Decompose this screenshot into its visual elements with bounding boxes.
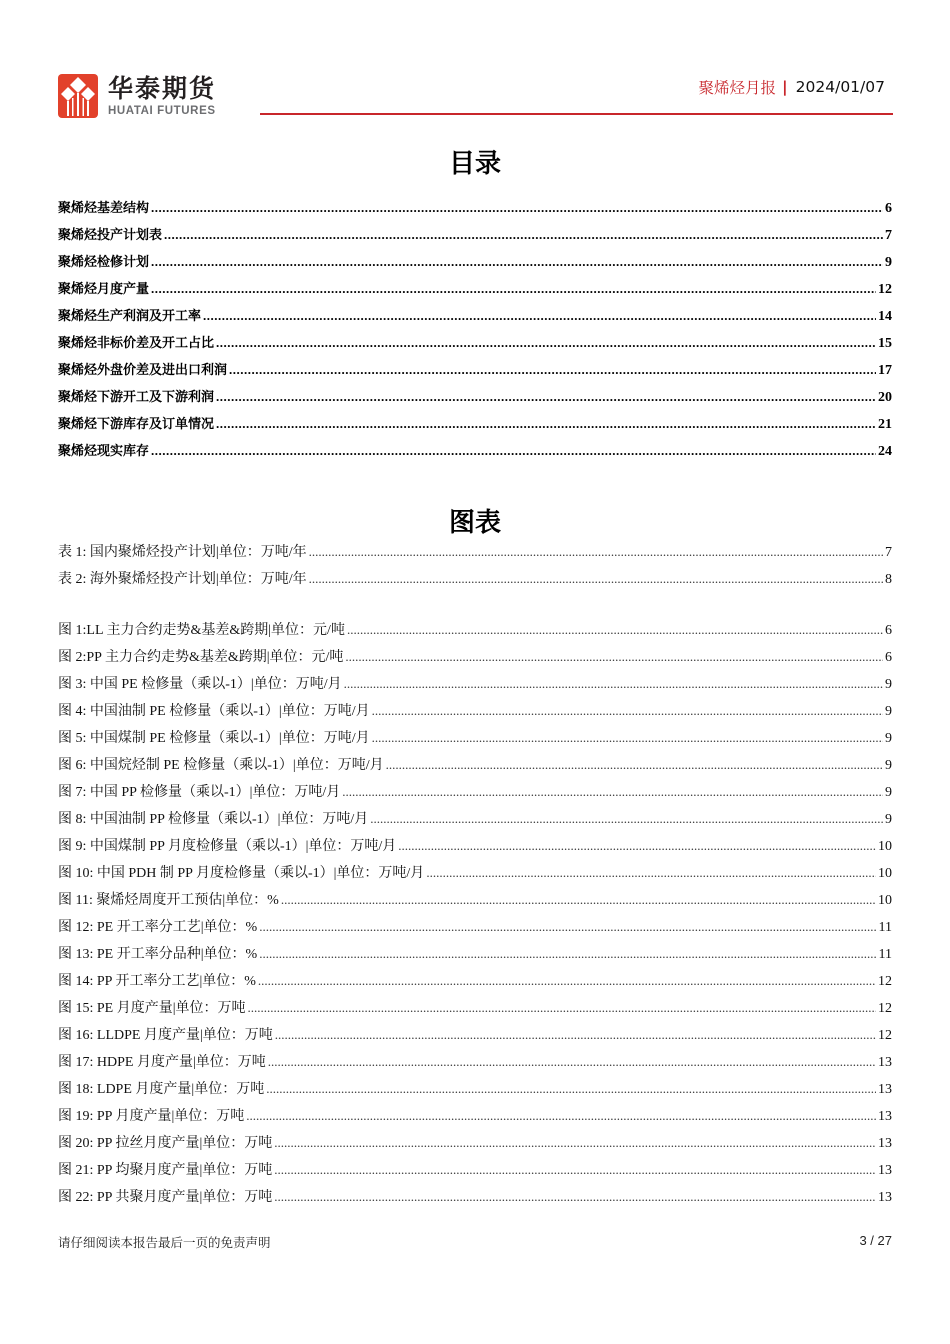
chart-entry-page-number: 12 [878,1001,892,1016]
dot-leader [372,728,883,748]
toc-entry-page-number: 14 [878,309,892,324]
table-entry-page-number: 7 [885,545,892,560]
logo-chinese-name: 华泰期货 [108,73,217,103]
figures-title: 图表 [448,508,501,538]
chart-entry[interactable] [58,998,892,1025]
chart-entry[interactable] [58,1025,892,1052]
chart-entry-page-number: 9 [885,704,892,719]
chart-entry[interactable] [58,620,892,647]
chart-entry[interactable] [58,1106,892,1133]
huatai-logo-icon [58,74,98,118]
toc-entry-page-number: 17 [878,363,892,378]
toc-entry-label: 聚烯烃下游开工及下游利润 [58,390,215,405]
chart-entry-label: 图 5: 中国煤制 PE 检修量（乘以-1）|单位：万吨/月 [58,731,370,746]
chart-entry[interactable] [58,890,892,917]
dot-leader [281,890,876,910]
dot-leader [274,1187,876,1207]
tables-list [58,542,892,596]
toc-entry-label: 聚烯烃基差结构 [58,201,150,216]
toc-entry[interactable] [58,441,892,468]
page-footer [58,1233,892,1251]
chart-entry-label: 图 10: 中国 PDH 制 PP 月度检修量（乘以-1）|单位：万吨/月 [58,866,425,881]
dot-leader [426,863,876,883]
chart-entry-label: 图 18: LDPE 月度产量|单位：万吨 [58,1082,265,1097]
toc-entry[interactable] [58,360,892,387]
chart-entry[interactable] [58,647,892,674]
charts-list [58,620,892,1214]
dot-leader [275,1025,876,1045]
chart-entry-page-number: 11 [878,947,892,962]
chart-entry-page-number: 9 [885,731,892,746]
toc-entry-label: 聚烯烃检修计划 [58,255,150,270]
chart-entry-page-number: 13 [878,1055,892,1070]
logo-english-name: HUATAI FUTURES [108,104,216,117]
dot-leader [151,198,883,218]
chart-entry[interactable] [58,809,892,836]
chart-entry[interactable] [58,1079,892,1106]
report-name: 聚烯烃月报 [698,79,776,97]
chart-entry-label: 图 2:PP 主力合约走势&基差&跨期|单位：元/吨 [58,650,344,665]
chart-entry[interactable] [58,701,892,728]
dot-leader [151,252,883,272]
chart-entry-label: 图 4: 中国油制 PE 检修量（乘以-1）|单位：万吨/月 [58,704,370,719]
dot-leader [164,225,883,245]
toc-entry[interactable] [58,387,892,414]
chart-entry-page-number: 9 [885,758,892,773]
chart-entry[interactable] [58,728,892,755]
chart-entry[interactable] [58,917,892,944]
chart-entry-page-number: 10 [878,866,892,881]
chart-entry[interactable] [58,836,892,863]
toc-list [58,198,892,468]
dot-leader [259,917,876,937]
dot-leader [151,279,876,299]
chart-entry[interactable] [58,674,892,701]
chart-entry-page-number: 9 [885,677,892,692]
dot-leader [274,1160,876,1180]
dot-leader [216,333,876,353]
toc-entry-label: 聚烯烃非标价差及开工占比 [58,336,215,351]
chart-entry-label: 图 11: 聚烯烃周度开工预估|单位：% [58,893,279,908]
chart-entry[interactable] [58,971,892,998]
table-entry-page-number: 8 [885,572,892,587]
dot-leader [309,542,883,562]
chart-entry[interactable] [58,863,892,890]
chart-entry-page-number: 13 [878,1109,892,1124]
dot-leader [248,998,876,1018]
dot-leader [246,1106,876,1126]
chart-entry-page-number: 10 [878,839,892,854]
dot-leader [398,836,876,856]
chart-entry-label: 图 20: PP 拉丝月度产量|单位：万吨 [58,1136,273,1151]
chart-entry-label: 图 14: PP 开工率分工艺|单位：% [58,974,256,989]
toc-entry-page-number: 6 [885,201,892,216]
toc-entry-label: 聚烯烃投产计划表 [58,228,163,243]
chart-entry-page-number: 10 [878,893,892,908]
chart-entry-label: 图 1:LL 主力合约走势&基差&跨期|单位：元/吨 [58,623,345,638]
toc-entry-label: 聚烯烃外盘价差及进出口利润 [58,363,228,378]
chart-entry-page-number: 13 [878,1082,892,1097]
dot-leader [386,755,883,775]
dot-leader [258,971,876,991]
chart-entry-page-number: 13 [878,1136,892,1151]
chart-entry-page-number: 12 [878,974,892,989]
chart-entry-page-number: 12 [878,1028,892,1043]
dot-leader [203,306,876,326]
dot-leader [370,809,883,829]
table-entry[interactable] [58,542,892,569]
chart-entry-label: 图 8: 中国油制 PP 检修量（乘以-1）|单位：万吨/月 [58,812,369,827]
dot-leader [274,1133,876,1153]
toc-entry-page-number: 12 [878,282,892,297]
toc-entry[interactable] [58,225,892,252]
toc-entry[interactable] [58,279,892,306]
chart-entry-label: 图 7: 中国 PP 检修量（乘以-1）|单位：万吨/月 [58,785,341,800]
chart-entry-page-number: 6 [885,623,892,638]
toc-entry[interactable] [58,198,892,225]
chart-entry[interactable] [58,944,892,971]
chart-entry-page-number: 9 [885,812,892,827]
chart-entry[interactable] [58,1133,892,1160]
table-entry-label: 表 2: 海外聚烯烃投产计划|单位：万吨/年 [58,572,307,587]
toc-entry-label: 聚烯烃生产利润及开工率 [58,309,202,324]
chart-entry-label: 图 15: PE 月度产量|单位：万吨 [58,1001,246,1016]
toc-entry-label: 聚烯烃月度产量 [58,282,150,297]
chart-entry-label: 图 17: HDPE 月度产量|单位：万吨 [58,1055,266,1070]
toc-entry-page-number: 24 [878,444,892,459]
toc-entry[interactable] [58,252,892,279]
page-header [0,0,950,120]
report-date: 2024/01/07 [795,78,885,96]
toc-entry-label: 聚烯烃现实库存 [58,444,150,459]
chart-entry[interactable] [58,1187,892,1214]
dot-leader [344,674,883,694]
toc-title: 目录 [448,149,501,179]
table-entry-label: 表 1: 国内聚烯烃投产计划|单位：万吨/年 [58,545,307,560]
dot-leader [309,569,883,589]
chart-entry[interactable] [58,782,892,809]
chart-entry-label: 图 22: PP 共聚月度产量|单位：万吨 [58,1190,273,1205]
chart-entry-label: 图 3: 中国 PE 检修量（乘以-1）|单位：万吨/月 [58,677,342,692]
chart-entry[interactable] [58,755,892,782]
report-info [698,76,885,98]
dot-leader [216,387,876,407]
toc-entry-page-number: 20 [878,390,892,405]
dot-leader [259,944,876,964]
chart-entry-page-number: 11 [878,920,892,935]
header-separator: | [781,78,788,96]
toc-entry-page-number: 9 [885,255,892,270]
dot-leader [347,620,883,640]
table-entry[interactable] [58,569,892,596]
dot-leader [268,1052,876,1072]
dot-leader [266,1079,876,1099]
toc-entry-page-number: 7 [885,228,892,243]
chart-entry-label: 图 9: 中国煤制 PP 月度检修量（乘以-1）|单位：万吨/月 [58,839,397,854]
toc-entry[interactable] [58,414,892,441]
dot-leader [216,414,876,434]
chart-entry-label: 图 21: PP 均聚月度产量|单位：万吨 [58,1163,273,1178]
company-logo [58,74,216,118]
chart-entry-label: 图 19: PP 月度产量|单位：万吨 [58,1109,245,1124]
toc-entry-page-number: 15 [878,336,892,351]
dot-leader [229,360,876,380]
header-divider [260,113,893,115]
disclaimer-note: 请仔细阅读本报告最后一页的免责声明 [58,1235,271,1250]
dot-leader [151,441,876,461]
toc-entry[interactable] [58,306,892,333]
toc-entry-label: 聚烯烃下游库存及订单情况 [58,417,215,432]
dot-leader [345,647,883,667]
toc-entry[interactable] [58,333,892,360]
chart-entry[interactable] [58,1052,892,1079]
chart-entry[interactable] [58,1160,892,1187]
chart-entry-page-number: 13 [878,1190,892,1205]
toc-entry-page-number: 21 [878,417,892,432]
chart-entry-page-number: 13 [878,1163,892,1178]
dot-leader [342,782,883,802]
chart-entry-label: 图 13: PE 开工率分品种|单位：% [58,947,258,962]
chart-entry-page-number: 9 [885,785,892,800]
page-indicator: 3 / 27 [859,1233,892,1248]
chart-entry-page-number: 6 [885,650,892,665]
chart-entry-label: 图 16: LLDPE 月度产量|单位：万吨 [58,1028,273,1043]
dot-leader [372,701,883,721]
chart-entry-label: 图 6: 中国烷烃制 PE 检修量（乘以-1）|单位：万吨/月 [58,758,384,773]
chart-entry-label: 图 12: PE 开工率分工艺|单位：% [58,920,258,935]
